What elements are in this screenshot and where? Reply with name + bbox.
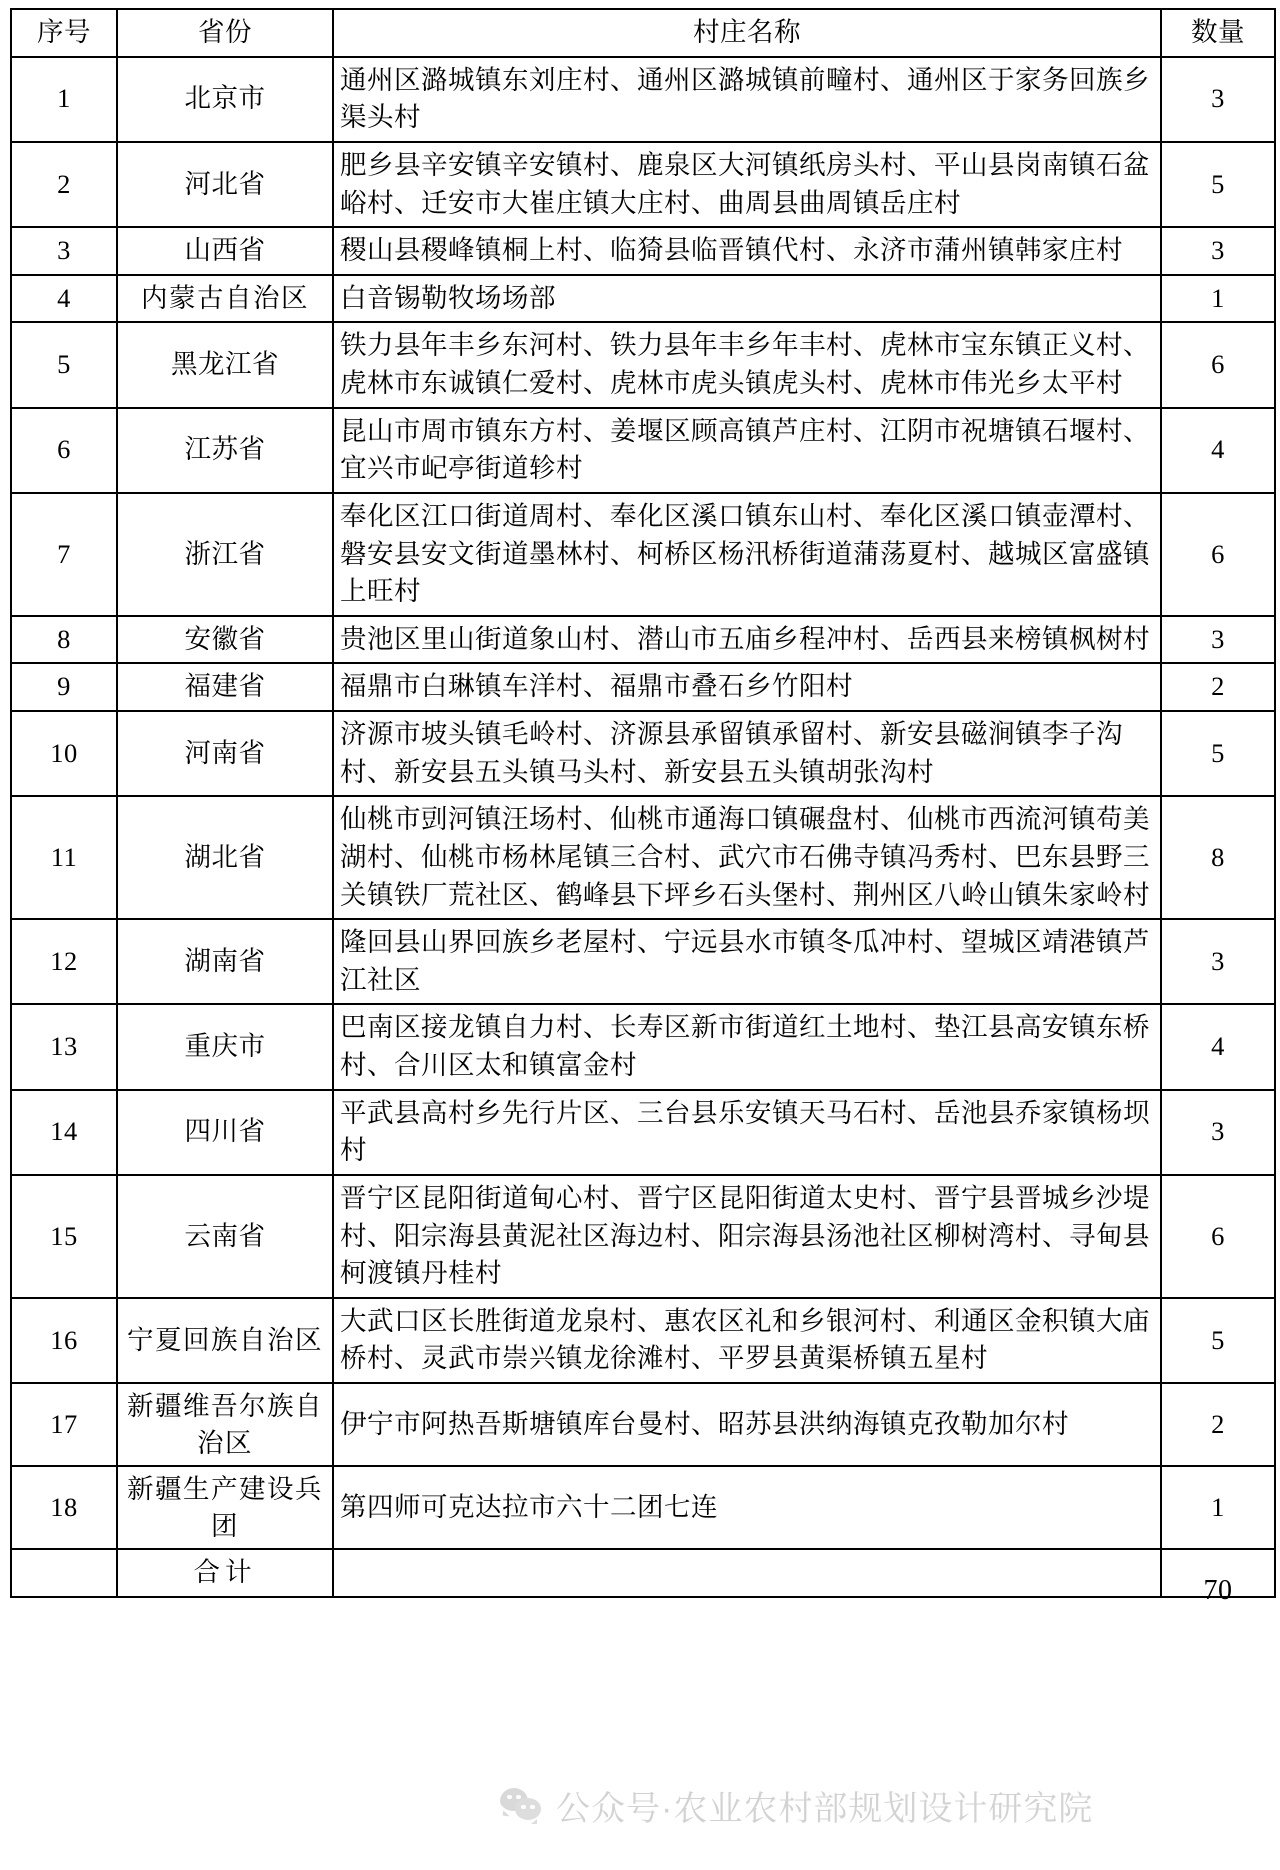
cell-villages: 大武口区长胜街道龙泉村、惠农区礼和乡银河村、利通区金积镇大庙桥村、灵武市崇兴镇龙徐滩村、平罗县黄渠桥镇五星村	[333, 1298, 1161, 1383]
watermark	[500, 1781, 1093, 1830]
cell-index: 9	[11, 663, 117, 711]
cell-total-index	[11, 1549, 117, 1597]
cell-province: 山西省	[117, 227, 333, 275]
table-header	[11, 9, 1275, 57]
watermark-text: 公众号·农业农村部规划设计研究院	[556, 1790, 1094, 1828]
cell-count: 8	[1161, 796, 1275, 919]
table-row	[11, 275, 1275, 323]
cell-villages: 肥乡县辛安镇辛安镇村、鹿泉区大河镇纸房头村、平山县岗南镇石盆峪村、迁安市大崔庄镇大庄村、曲周县曲周镇岳庄村	[333, 142, 1161, 227]
cell-index: 16	[11, 1298, 117, 1383]
cell-count: 4	[1161, 1004, 1275, 1089]
table-row	[11, 711, 1275, 796]
cell-villages: 仙桃市剅河镇汪场村、仙桃市通海口镇碾盘村、仙桃市西流河镇苟美湖村、仙桃市杨林尾镇三合村、武穴市石佛寺镇冯秀村、巴东县野三关镇铁厂荒社区、鹤峰县下坪乡石头堡村、荆州区八岭山镇朱家岭村	[333, 796, 1161, 919]
cell-villages: 济源市坡头镇毛岭村、济源县承留镇承留村、新安县磁涧镇李子沟村、新安县五头镇马头村、新安县五头镇胡张沟村	[333, 711, 1161, 796]
cell-index: 2	[11, 142, 117, 227]
cell-villages: 昆山市周市镇东方村、姜堰区顾高镇芦庄村、江阴市祝塘镇石堰村、宜兴市屺亭街道轸村	[333, 408, 1161, 493]
column-header-index: 序号	[11, 9, 117, 57]
table-row	[11, 493, 1275, 616]
header-row	[11, 9, 1275, 57]
cell-province: 江苏省	[117, 408, 333, 493]
cell-province: 内蒙古自治区	[117, 275, 333, 323]
cell-villages: 铁力县年丰乡东河村、铁力县年丰乡年丰村、虎林市宝东镇正义村、虎林市东诚镇仁爱村、虎林市虎头镇虎头村、虎林市伟光乡太平村	[333, 322, 1161, 407]
cell-index: 13	[11, 1004, 117, 1089]
cell-count: 3	[1161, 1090, 1275, 1175]
table-row	[11, 322, 1275, 407]
cell-villages: 隆回县山界回族乡老屋村、宁远县水市镇冬瓜冲村、望城区靖港镇芦江社区	[333, 919, 1161, 1004]
cell-count: 1	[1161, 275, 1275, 323]
cell-villages: 贵池区里山街道象山村、潜山市五庙乡程冲村、岳西县来榜镇枫树村	[333, 616, 1161, 664]
table-row	[11, 227, 1275, 275]
cell-index: 6	[11, 408, 117, 493]
cell-province: 宁夏回族自治区	[117, 1298, 333, 1383]
cell-total-count: 70	[1161, 1558, 1275, 1606]
cell-villages: 平武县高村乡先行片区、三台县乐安镇天马石村、岳池县乔家镇杨坝村	[333, 1090, 1161, 1175]
cell-count: 2	[1161, 1383, 1275, 1466]
cell-villages: 巴南区接龙镇自力村、长寿区新市街道红土地村、垫江县高安镇东桥村、合川区太和镇富金村	[333, 1004, 1161, 1089]
cell-index: 11	[11, 796, 117, 919]
cell-province: 新疆维吾尔族自治区	[117, 1383, 333, 1466]
cell-index: 15	[11, 1175, 117, 1298]
cell-province: 河北省	[117, 142, 333, 227]
cell-index: 4	[11, 275, 117, 323]
cell-index: 5	[11, 322, 117, 407]
cell-count: 5	[1161, 711, 1275, 796]
cell-count: 6	[1161, 1175, 1275, 1298]
table-row	[11, 408, 1275, 493]
cell-villages: 稷山县稷峰镇桐上村、临猗县临晋镇代村、永济市蒲州镇韩家庄村	[333, 227, 1161, 275]
cell-index: 3	[11, 227, 117, 275]
cell-province: 四川省	[117, 1090, 333, 1175]
cell-villages: 奉化区江口街道周村、奉化区溪口镇东山村、奉化区溪口镇壶潭村、磐安县安文街道墨林村、柯桥区杨汛桥街道蒲荡夏村、越城区富盛镇上旺村	[333, 493, 1161, 616]
cell-villages: 白音锡勒牧场场部	[333, 275, 1161, 323]
cell-count: 6	[1161, 493, 1275, 616]
table-row	[11, 1383, 1275, 1466]
cell-province: 重庆市	[117, 1004, 333, 1089]
cell-index: 7	[11, 493, 117, 616]
cell-index: 14	[11, 1090, 117, 1175]
cell-index: 10	[11, 711, 117, 796]
cell-count: 6	[1161, 322, 1275, 407]
cell-total-label: 合计	[117, 1549, 333, 1597]
cell-count: 1	[1161, 1466, 1275, 1549]
cell-count: 2	[1161, 663, 1275, 711]
cell-province: 湖南省	[117, 919, 333, 1004]
table-body	[11, 57, 1275, 1606]
cell-province: 黑龙江省	[117, 322, 333, 407]
table-row	[11, 1298, 1275, 1383]
cell-total-villages	[333, 1549, 1161, 1597]
cell-count: 3	[1161, 919, 1275, 1004]
table-row	[11, 142, 1275, 227]
cell-province: 安徽省	[117, 616, 333, 664]
table-total-row	[11, 1549, 1275, 1597]
cell-province: 福建省	[117, 663, 333, 711]
table-row	[11, 1175, 1275, 1298]
cell-province: 河南省	[117, 711, 333, 796]
table-row	[11, 1466, 1275, 1549]
village-list-table	[10, 8, 1276, 1606]
table-row	[11, 1004, 1275, 1089]
cell-villages: 第四师可克达拉市六十二团七连	[333, 1466, 1161, 1549]
cell-count: 3	[1161, 57, 1275, 142]
cell-index: 1	[11, 57, 117, 142]
cell-count: 3	[1161, 227, 1275, 275]
cell-province: 云南省	[117, 1175, 333, 1298]
cell-villages: 通州区潞城镇东刘庄村、通州区潞城镇前疃村、通州区于家务回族乡渠头村	[333, 57, 1161, 142]
cell-province: 新疆生产建设兵团	[117, 1466, 333, 1549]
cell-villages: 伊宁市阿热吾斯塘镇库台曼村、昭苏县洪纳海镇克孜勒加尔村	[333, 1383, 1161, 1466]
column-header-province: 省份	[117, 9, 333, 57]
table-row	[11, 1090, 1275, 1175]
cell-province: 湖北省	[117, 796, 333, 919]
column-header-villages: 村庄名称	[333, 9, 1161, 57]
table-row	[11, 919, 1275, 1004]
cell-province: 浙江省	[117, 493, 333, 616]
table-row	[11, 663, 1275, 711]
cell-index: 18	[11, 1466, 117, 1549]
cell-villages: 福鼎市白琳镇车洋村、福鼎市叠石乡竹阳村	[333, 663, 1161, 711]
cell-count: 5	[1161, 1298, 1275, 1383]
table-row	[11, 57, 1275, 142]
table-row	[11, 616, 1275, 664]
column-header-count: 数量	[1161, 9, 1275, 57]
cell-count: 3	[1161, 616, 1275, 664]
cell-count: 5	[1161, 142, 1275, 227]
cell-province: 北京市	[117, 57, 333, 142]
cell-count: 4	[1161, 408, 1275, 493]
table-row	[11, 796, 1275, 919]
cell-index: 17	[11, 1383, 117, 1466]
cell-index: 8	[11, 616, 117, 664]
wechat-icon	[500, 1788, 546, 1824]
cell-villages: 晋宁区昆阳街道甸心村、晋宁区昆阳街道太史村、晋宁县晋城乡沙堤村、阳宗海县黄泥社区海边村、阳宗海县汤池社区柳树湾村、寻甸县柯渡镇丹桂村	[333, 1175, 1161, 1298]
cell-index: 12	[11, 919, 117, 1004]
